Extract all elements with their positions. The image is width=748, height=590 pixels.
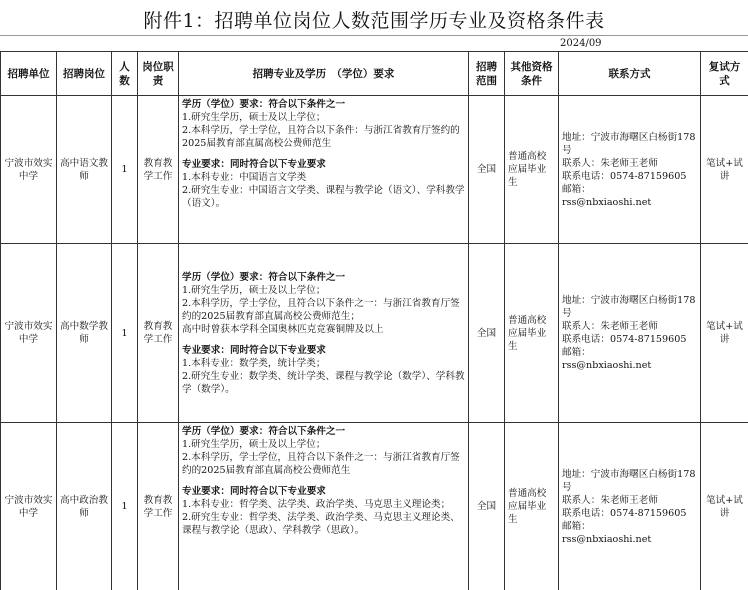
contact-email-label: 邮箱： — [562, 520, 591, 532]
cell-contact — [559, 244, 701, 423]
contact-phone: 联系电话：0574-87159605 — [562, 170, 687, 182]
title-rule — [0, 35, 748, 36]
cell-reexam: 笔试+试讲 — [701, 423, 748, 590]
edu-item: 1.研究生学历，硕士及以上学位； — [182, 284, 326, 296]
header-unit: 招聘单位 — [1, 52, 57, 96]
contact-person: 联系人：朱老师王老师 — [562, 157, 658, 169]
edu-item: 高中时曾获本学科全国奥林匹克竞赛铜牌及以上 — [182, 323, 384, 335]
cell-scope: 全国 — [469, 423, 505, 590]
cell-contact — [559, 423, 701, 590]
header-scope: 招聘范围 — [469, 52, 505, 96]
cell-reexam: 笔试+试讲 — [701, 96, 748, 244]
edu-title: 学历（学位）要求：符合以下条件之一 — [182, 99, 346, 110]
major-item: 1.本科专业：中国语言文学类 — [182, 172, 307, 183]
contact-email-label: 邮箱： — [562, 183, 591, 195]
contact-email[interactable]: rss@nbxiaoshi.net — [562, 196, 652, 208]
major-item: 2.研究生专业：中国语言文学类、课程与教学论（语文）、学科教学（语文）。 — [182, 185, 465, 209]
cell-count: 1 — [112, 96, 138, 244]
cell-post: 高中语文教师 — [57, 96, 112, 244]
header-reexam: 复试方式 — [701, 52, 748, 96]
header-other: 其他资格条件 — [505, 52, 559, 96]
edu-item: 2.本科学历，学士学位，且符合以下条件之一：与浙江省教育厅签约的2025届教育部直属高校公费师范生； — [182, 297, 460, 322]
contact-address: 地址：宁波市海曙区白杨街178号 — [562, 131, 696, 156]
cell-requirements — [179, 96, 469, 244]
table-row — [1, 423, 748, 590]
cell-contact — [559, 96, 701, 244]
edu-item: 1.研究生学历，硕士及以上学位； — [182, 112, 326, 123]
table-row — [1, 96, 748, 244]
cell-post: 高中数学教师 — [57, 244, 112, 423]
header-requirements: 招聘专业及学历 （学位）要求 — [179, 52, 469, 96]
cell-other: 普通高校应届毕业生 — [505, 244, 559, 423]
edu-title: 学历（学位）要求：符合以下条件之一 — [182, 271, 346, 283]
cell-duty: 教育教学工作 — [138, 423, 179, 590]
table-header-row — [1, 52, 748, 96]
cell-scope: 全国 — [469, 96, 505, 244]
edu-item: 2.本科学历，学士学位，且符合以下条件之一：与浙江省教育厅签约的2025届教育部直属高校公费师范生 — [182, 452, 460, 476]
cell-count: 1 — [112, 423, 138, 590]
contact-email-label: 邮箱： — [562, 347, 591, 358]
cell-reexam: 笔试+试讲 — [701, 244, 748, 423]
recruitment-table — [0, 51, 748, 590]
major-item: 2.研究生专业：数学类、统计学类、课程与教学论（数学）、学科教学（数学）。 — [182, 370, 465, 395]
edu-title: 学历（学位）要求：符合以下条件之一 — [182, 426, 346, 437]
major-title: 专业要求：同时符合以下专业要求 — [182, 344, 326, 356]
header-post: 招聘岗位 — [57, 52, 112, 96]
header-count: 人数 — [112, 52, 138, 96]
cell-unit: 宁波市效实中学 — [1, 423, 57, 590]
contact-email[interactable]: rss@nbxiaoshi.net — [562, 360, 652, 371]
document-title: 附件1：招聘单位岗位人数范围学历专业及资格条件表 — [143, 10, 605, 32]
contact-phone: 联系电话：0574-87159605 — [562, 507, 687, 519]
header-duty: 岗位职责 — [138, 52, 179, 96]
contact-person: 联系人：朱老师王老师 — [562, 494, 658, 506]
contact-address: 地址：宁波市海曙区白杨街178号 — [562, 468, 696, 493]
contact-person: 联系人：朱老师王老师 — [562, 321, 658, 332]
edu-item: 2.本科学历，学士学位，且符合以下条件：与浙江省教育厅签约的2025届教育部直属高校公费师范生 — [182, 125, 460, 149]
cell-post: 高中政治教师 — [57, 423, 112, 590]
cell-unit: 宁波市效实中学 — [1, 244, 57, 423]
major-item: 1.本科专业：数学类，统计学类； — [182, 357, 326, 369]
cell-scope: 全国 — [469, 244, 505, 423]
header-contact: 联系方式 — [559, 52, 701, 96]
cell-other: 普通高校应届毕业生 — [505, 96, 559, 244]
contact-email[interactable]: rss@nbxiaoshi.net — [562, 533, 652, 545]
contact-phone: 联系电话：0574-87159605 — [562, 334, 687, 345]
cell-requirements — [179, 423, 469, 590]
cell-duty: 教育教学工作 — [138, 96, 179, 244]
document-date: 2024/09 — [560, 38, 602, 49]
contact-address: 地址：宁波市海曙区白杨街178号 — [562, 295, 696, 319]
table-row — [1, 244, 748, 423]
major-title: 专业要求：同时符合以下专业要求 — [182, 159, 326, 170]
major-item: 1.本科专业：哲学类、法学类、政治学类、马克思主义理论类； — [182, 499, 451, 510]
cell-other: 普通高校应届毕业生 — [505, 423, 559, 590]
cell-unit: 宁波市效实中学 — [1, 96, 57, 244]
major-title: 专业要求：同时符合以下专业要求 — [182, 486, 326, 497]
cell-requirements — [179, 244, 469, 423]
cell-duty: 教育教学工作 — [138, 244, 179, 423]
edu-item: 1.研究生学历，硕士及以上学位； — [182, 439, 326, 450]
major-item: 2.研究生专业：哲学类、法学类、政治学类、马克思主义理论类、课程与教学论（思政）、学科教学（思政）。 — [182, 512, 460, 536]
cell-count: 1 — [112, 244, 138, 423]
